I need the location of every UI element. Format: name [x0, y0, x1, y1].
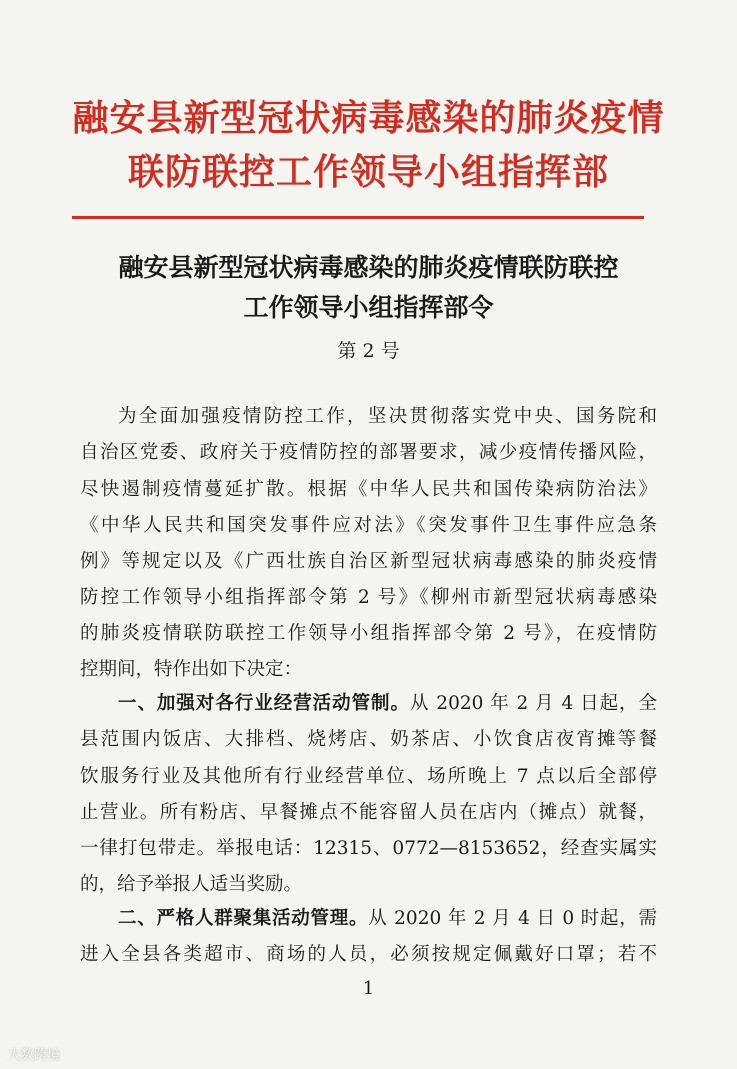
section-2-line: 进入全县各类超市、商场的人员，必须按规定佩戴好口罩；若不 — [80, 944, 657, 965]
section-1-first-line — [118, 691, 657, 717]
section-1-first-text: 从 2020 年 2 月 4 日起，全 — [410, 693, 657, 714]
paragraph-1-line: 例》等规定以及《广西壮族自治区新型冠状病毒感染的肺炎疫情 — [80, 551, 657, 572]
paragraph-1-line: 自治区党委、政府关于疫情防控的部署要求，减少疫情传播风险， — [80, 442, 657, 463]
section-1-line: 饮服务行业及其他所有行业经营单位、场所晚上 7 点以后全部停 — [80, 766, 657, 787]
page-number: 1 — [362, 978, 375, 999]
watermark-logo: 大数跨境 — [8, 1048, 61, 1063]
red-divider-rule — [72, 216, 644, 219]
paragraph-1-line: 防控工作领导小组指挥部令第 2 号》《柳州市新型冠状病毒感染 — [80, 587, 657, 608]
paragraph-1-line: 控期间，特作出如下决定： — [80, 659, 303, 680]
section-1-line: 止营业。所有粉店、早餐摊点不能容留人员在店内（摊点）就餐， — [80, 802, 657, 823]
paragraph-1-line: 为全面加强疫情防控工作，坚决贯彻落实党中央、国务院和 — [118, 406, 657, 427]
section-2-heading: 二、严格人群聚集活动管理。 — [118, 908, 369, 929]
document-number: 第 2 号 — [337, 340, 400, 362]
section-1-line: 一律打包带走。举报电话：12315、0772—8153652，经查实属实 — [80, 838, 657, 859]
section-1-line: 的，给予举报人适当奖励。 — [80, 874, 303, 895]
red-header-line-2: 联防联控工作领导小组指挥部 — [127, 151, 609, 193]
red-header-line-1: 融安县新型冠状病毒感染的肺炎疫情 — [72, 97, 665, 139]
section-1-heading: 一、加强对各行业经营活动管制。 — [118, 693, 410, 714]
paragraph-1-line: 《中华人民共和国突发事件应对法》《突发事件卫生事件应急条 — [80, 515, 657, 536]
paragraph-1-line: 尽快遏制疫情蔓延扩散。根据《中华人民共和国传染病防治法》 — [80, 479, 657, 500]
document-title-line-2: 工作领导小组指挥部令 — [243, 293, 494, 322]
section-2-first-line — [118, 906, 657, 932]
document-title-line-1: 融安县新型冠状病毒感染的肺炎疫情联防联控 — [118, 253, 619, 282]
section-1-line: 县范围内饭店、大排档、烧烤店、奶茶店、小饮食店夜宵摊等餐 — [80, 729, 657, 750]
section-2-first-text: 从 2020 年 2 月 4 日 0 时起，需 — [368, 908, 657, 929]
paragraph-1-line: 的肺炎疫情联防联控工作领导小组指挥部令第 2 号》，在疫情防 — [80, 623, 657, 644]
